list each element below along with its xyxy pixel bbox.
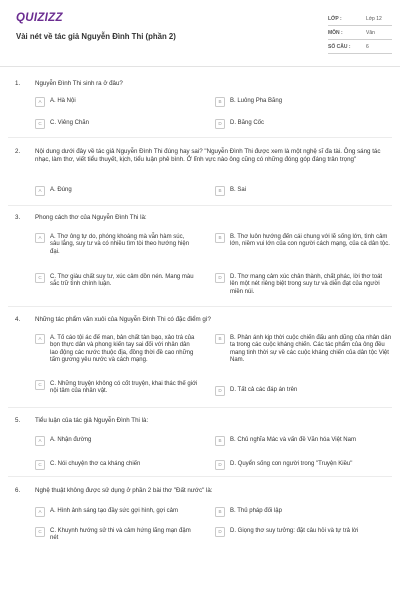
option-text: A. Hình ảnh sáng tạo đầy sức gợi hình, gợi cảm xyxy=(50,508,178,514)
meta-divider xyxy=(328,39,392,40)
worksheet-title: Vài nét về tác giả Nguyễn Đình Thi (phần 2) xyxy=(16,32,176,41)
option-letter-box[interactable]: D xyxy=(215,386,225,396)
option-letter-box[interactable]: B xyxy=(215,186,225,196)
option-letter-box[interactable]: D xyxy=(215,527,225,537)
option-text: C. Những truyện không có cốt truyện, khai thác thế giới nội tâm của nhân vật. xyxy=(50,381,198,395)
option-letter-box[interactable]: A xyxy=(35,334,45,344)
option-text: A. Nhận đường xyxy=(50,437,92,443)
option-letter-box[interactable]: B xyxy=(215,334,225,344)
option-text: D. Băng Cốc xyxy=(230,120,265,126)
question-text: Những tác phẩm văn xuôi của Nguyễn Đình Thi có đặc điểm gì? xyxy=(35,316,212,323)
option-text: B. Chủ nghĩa Mác và vấn đề Văn hóa Việt Nam xyxy=(230,437,356,443)
option-letter-box[interactable]: D xyxy=(215,273,225,283)
question-text: Tiểu luận của tác giả Nguyễn Đình Thi là: xyxy=(35,417,149,424)
meta-label: MÔN : xyxy=(328,30,343,36)
option-text: C. Nói chuyện thơ ca kháng chiến xyxy=(50,461,141,467)
option-text: B. Thơ luôn hướng đến cái chung với lẽ sống lớn, tình cảm lớn, niềm vui lớn của con người cách mạng, của cả dân tộc. xyxy=(230,234,390,248)
question-number: 6. xyxy=(15,487,21,494)
question-number: 3. xyxy=(15,214,21,221)
option-letter-box[interactable]: A xyxy=(35,507,45,517)
option-letter-box[interactable]: C xyxy=(35,460,45,470)
option-text: C. Viêng Chăn xyxy=(50,120,89,126)
question-divider xyxy=(8,476,392,477)
question-divider xyxy=(8,205,392,206)
quizizz-logo: QUIZIZZ xyxy=(16,12,63,24)
question-text: Nguyễn Đình Thi sinh ra ở đâu? xyxy=(35,80,123,87)
question-divider xyxy=(8,306,392,307)
meta-row-question-count xyxy=(320,41,392,55)
option-letter-box[interactable]: C xyxy=(35,273,45,283)
worksheet-header xyxy=(0,0,400,64)
question-number: 5. xyxy=(15,417,21,424)
question-divider xyxy=(8,407,392,408)
question-number: 1. xyxy=(15,80,21,87)
question-text: Nghệ thuật không được sử dụng ở phần 2 bài thơ "Đất nước" là: xyxy=(35,487,213,494)
meta-row-class xyxy=(320,13,392,27)
option-letter-box[interactable]: C xyxy=(35,380,45,390)
option-text: A. Tố cáo tội ác đế man, bản chất tàn bạo, xảo trá của bọn thực dân và phong kiến tay sai đối với nhân dân lao động các nước thuộc địa, đồng thời đề cao những tấm gương yêu nước và cách mạng. xyxy=(50,335,195,364)
option-text: A. Đúng xyxy=(50,187,72,193)
option-letter-box[interactable]: C xyxy=(35,527,45,537)
option-text: D. Tất cả các đáp án trên xyxy=(230,387,298,393)
option-letter-box[interactable]: A xyxy=(35,97,45,107)
meta-label: LỚP : xyxy=(328,16,342,22)
meta-value: Văn xyxy=(366,30,375,36)
option-text: D. Thơ mang cảm xúc chân thành, chất phác, lời thơ toát lên một nét riêng biệt trong suy tư và diễn đạt của người miền núi. xyxy=(230,274,383,295)
option-text: D. Quyển sống con người trong "Truyện Kiều" xyxy=(230,461,353,467)
option-letter-box[interactable]: B xyxy=(215,233,225,243)
meta-divider xyxy=(328,25,392,26)
option-letter-box[interactable]: C xyxy=(35,119,45,129)
meta-value: Lớp 12 xyxy=(366,16,382,22)
option-text: B. Sai xyxy=(230,187,247,193)
question-number: 2. xyxy=(15,148,21,155)
worksheet-meta xyxy=(320,13,392,55)
option-text: C. Thơ giàu chất suy tư, xúc cảm dồn nén. Mang màu sắc trữ tình chính luận. xyxy=(50,274,194,288)
option-letter-box[interactable]: A xyxy=(35,233,45,243)
question-divider xyxy=(8,137,392,138)
option-letter-box[interactable]: D xyxy=(215,119,225,129)
option-text: A. Thơ ông tự do, phóng khoáng mà vẫn hàm súc, sâu lắng, suy tư và có nhiều tìm tòi theo hướng hiện đại. xyxy=(50,234,190,255)
question-text: Nội dung dưới đây về tác giả Nguyễn Đình Thi đúng hay sai? "Nguyễn Đình Thi được xem là một nghệ sĩ đa tài. Ông sáng tác nhạc, làm thơ, viết tiểu thuyết, kịch, tiểu luận phê bình. Ở lĩnh vực nào ông cũng có những đóng góp đáng trân trọng" xyxy=(35,148,381,164)
option-letter-box[interactable]: A xyxy=(35,186,45,196)
option-text: B. Luông Pha Băng xyxy=(230,98,283,104)
option-letter-box[interactable]: A xyxy=(35,436,45,446)
option-text: D. Giọng thơ suy tưởng: đặt câu hỏi và tự trả lời xyxy=(230,528,359,534)
option-letter-box[interactable]: B xyxy=(215,436,225,446)
meta-row-subject xyxy=(320,27,392,41)
question-number: 4. xyxy=(15,316,21,323)
option-text: B. Phản ánh kịp thời cuộc chiến đấu anh dũng của nhân dân ta trong các cuộc kháng chiến. Các tác phẩm của ông đều mang tinh thời sự về các cuộc kháng chiến của dân tộc Việt Nam. xyxy=(230,335,392,364)
question-text: Phong cách thơ của Nguyễn Đình Thi là: xyxy=(35,214,147,221)
option-text: A. Hà Nội xyxy=(50,98,76,104)
option-text: B. Thủ pháp đối lập xyxy=(230,508,282,514)
option-letter-box[interactable]: D xyxy=(215,460,225,470)
option-text: C. Khuynh hướng sử thi và cảm hứng lãng mạn đậm nét xyxy=(50,528,191,542)
option-letter-box[interactable]: B xyxy=(215,97,225,107)
option-letter-box[interactable]: B xyxy=(215,507,225,517)
meta-divider xyxy=(328,53,392,54)
meta-value: 6 xyxy=(366,44,369,50)
header-divider xyxy=(0,66,400,67)
meta-label: SỐ CÂU : xyxy=(328,44,351,50)
